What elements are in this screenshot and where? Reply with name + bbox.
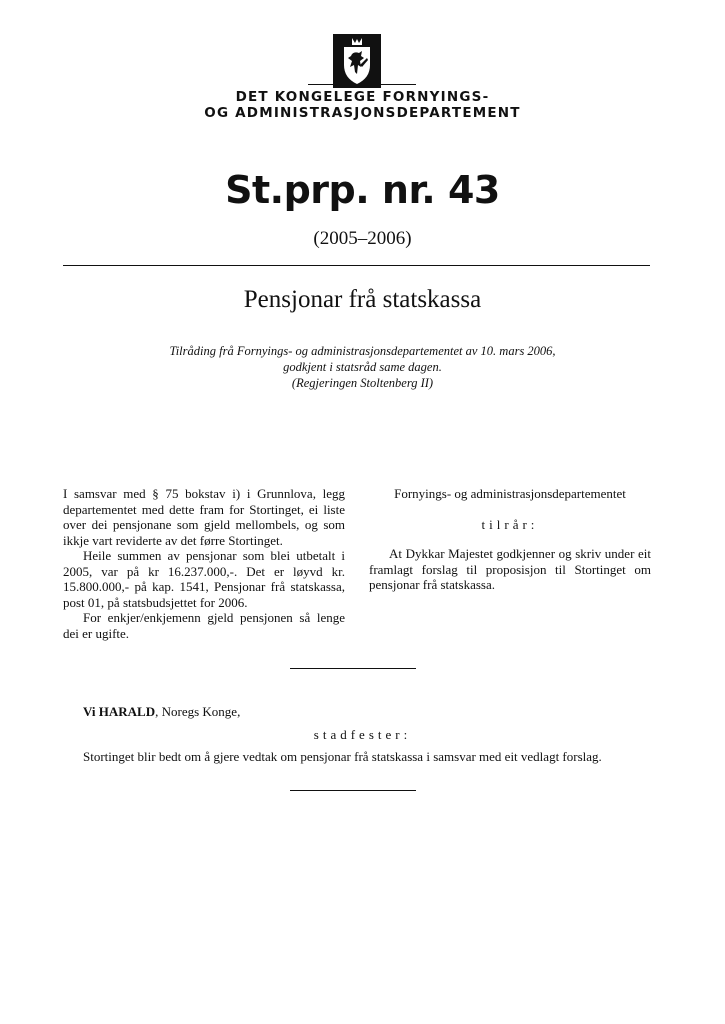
coat-of-arms-icon	[333, 34, 381, 88]
recommending-department: Fornyings- og administrasjonsdepartementet	[394, 486, 626, 501]
recommendation-text: At Dykkar Majestet godkjenner og skriv under eit framlagt forslag til proposisjon til Stortinget om pensjonar frå statskassa.	[369, 546, 651, 592]
title-divider	[63, 265, 650, 266]
paragraph-pension-sum: Heile summen av pensjonar som blei utbetalt i 2005, var på kr 16.237.000,-. Det er løyvd kr. 15.800.000,- på kap. 1541, Pensjonar frå statskassa, post 01, på statsbudsjettet for 2006.	[63, 548, 345, 610]
resolution-request: Stortinget blir bedt om å gjere vedtak om pensjonar frå statskassa i samsvar med eit vedlagt forslag.	[83, 749, 602, 764]
approval-line-3: (Regjeringen Stoltenberg II)	[291, 376, 434, 390]
paragraph-widows: For enkjer/enkjemenn gjeld pensjonen så lenge dei er ugifte.	[63, 610, 345, 641]
recommends-label: tilrår:	[481, 516, 539, 532]
paragraph-grunnlova: I samsvar med § 75 bokstav i) i Grunnlova, legg departementet med dette fram for Stortinget, ei liste over dei pensjonane som gjeld mellombels, og som ikkje vart reviderte av det førre Stortinget.	[63, 486, 345, 548]
end-divider	[290, 790, 416, 791]
session-years: (2005–2006)	[313, 228, 412, 249]
document-title: Pensjonar frå statskassa	[243, 286, 482, 313]
king-title: , Noregs Konge,	[155, 704, 241, 719]
king-name: Vi HARALD	[83, 704, 156, 719]
confirms-label: stadfester:	[313, 727, 412, 742]
header-rule	[308, 84, 416, 85]
approval-line-1: Tilråding frå Fornyings- og administrasjonsdepartementet av 10. mars 2006,	[169, 344, 556, 358]
approval-line-2: godkjent i statsråd same dagen.	[283, 360, 442, 374]
king-line	[83, 704, 240, 720]
ministry-name-line1: DET KONGELEGE FORNYINGS-	[235, 89, 490, 105]
document-number: St.prp. nr. 43	[225, 168, 500, 212]
left-column	[63, 486, 345, 641]
ministry-name-line2: OG ADMINISTRASJONSDEPARTEMENT	[204, 105, 521, 121]
section-divider	[290, 668, 416, 669]
right-column	[369, 486, 651, 593]
